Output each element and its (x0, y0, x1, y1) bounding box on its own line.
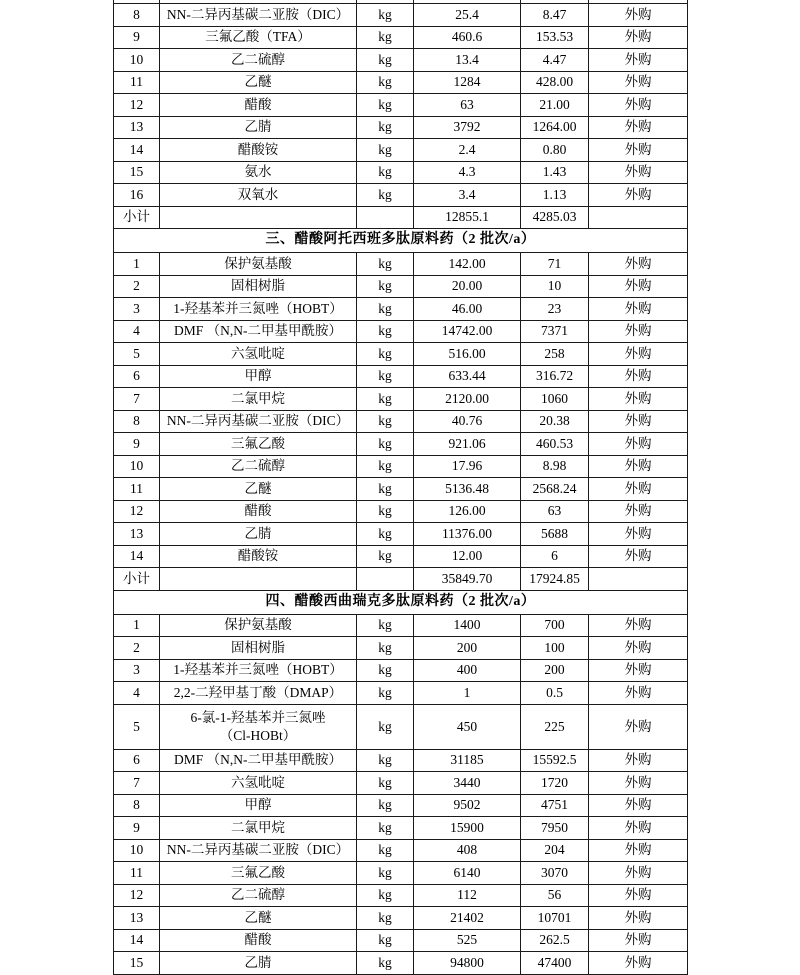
source-cell: 外购 (589, 637, 688, 660)
batch-amount-cell: 7950 (521, 817, 589, 840)
unit-cell: kg (357, 500, 414, 523)
material-name-cell: 乙醚 (160, 71, 357, 94)
material-name-cell: 醋酸铵 (160, 139, 357, 162)
table-row (114, 161, 688, 184)
table-row (114, 253, 688, 276)
source-cell: 外购 (589, 794, 688, 817)
material-name-cell: DMF （N,N-二甲基甲酰胺） (160, 749, 357, 772)
material-name-cell: 甲醇 (160, 794, 357, 817)
row-number-cell: 7 (114, 388, 160, 411)
row-number-cell: 10 (114, 839, 160, 862)
batch-amount-cell: 0.80 (521, 139, 589, 162)
row-number-cell: 8 (114, 794, 160, 817)
batch-amount-cell: 4751 (521, 794, 589, 817)
source-cell: 外购 (589, 139, 688, 162)
batch-amount-cell: 21.00 (521, 94, 589, 117)
batch-amount-cell: 262.5 (521, 929, 589, 952)
table-row (114, 862, 688, 885)
annual-amount-cell: 40.76 (414, 410, 521, 433)
material-name-cell: 氨水 (160, 161, 357, 184)
batch-amount-cell: 258 (521, 343, 589, 366)
row-number-cell: 11 (114, 862, 160, 885)
batch-amount-cell: 0.5 (521, 682, 589, 705)
unit-cell: kg (357, 884, 414, 907)
source-cell: 外购 (589, 749, 688, 772)
batch-amount-cell: 100 (521, 637, 589, 660)
table-row (114, 343, 688, 366)
table-row (114, 26, 688, 49)
annual-amount-cell: 921.06 (414, 433, 521, 456)
empty-cell (357, 206, 414, 229)
material-name-cell: 三氟乙酸 (160, 862, 357, 885)
unit-cell: kg (357, 817, 414, 840)
batch-amount-cell: 700 (521, 614, 589, 637)
row-number-cell: 4 (114, 682, 160, 705)
annual-amount-cell: 6140 (414, 862, 521, 885)
annual-amount-cell: 5136.48 (414, 478, 521, 501)
table-row (114, 907, 688, 930)
source-cell: 外购 (589, 433, 688, 456)
unit-cell: kg (357, 71, 414, 94)
unit-cell: kg (357, 455, 414, 478)
table-row (114, 682, 688, 705)
unit-cell: kg (357, 253, 414, 276)
annual-amount-cell: 2120.00 (414, 388, 521, 411)
table-row (114, 139, 688, 162)
annual-amount-cell: 516.00 (414, 343, 521, 366)
unit-cell: kg (357, 682, 414, 705)
annual-amount-cell: 633.44 (414, 365, 521, 388)
row-number-cell: 8 (114, 4, 160, 27)
annual-amount-cell: 31185 (414, 749, 521, 772)
batch-amount-cell: 200 (521, 659, 589, 682)
material-name-cell: 三氟乙酸（TFA） (160, 26, 357, 49)
unit-cell: kg (357, 116, 414, 139)
empty-cell (589, 568, 688, 591)
annual-amount-cell: 25.4 (414, 4, 521, 27)
annual-amount-cell: 4.3 (414, 161, 521, 184)
empty-cell (357, 568, 414, 591)
material-name-cell: 双氧水 (160, 184, 357, 207)
source-cell: 外购 (589, 4, 688, 27)
section-header-row (114, 590, 688, 614)
batch-amount-cell: 1720 (521, 772, 589, 795)
material-name-cell: 乙腈 (160, 952, 357, 975)
table-row (114, 298, 688, 321)
source-cell: 外购 (589, 704, 688, 749)
material-name-cell: 甲醇 (160, 365, 357, 388)
material-name-cell: 三氟乙酸 (160, 433, 357, 456)
annual-amount-cell: 408 (414, 839, 521, 862)
table-row (114, 614, 688, 637)
annual-amount-cell: 11376.00 (414, 523, 521, 546)
table-row (114, 275, 688, 298)
annual-amount-cell: 20.00 (414, 275, 521, 298)
table-row (114, 388, 688, 411)
row-number-cell: 12 (114, 884, 160, 907)
unit-cell: kg (357, 545, 414, 568)
material-name-cell: NN-二异丙基碳二亚胺（DIC） (160, 410, 357, 433)
source-cell: 外购 (589, 26, 688, 49)
annual-amount-cell: 17.96 (414, 455, 521, 478)
source-cell: 外购 (589, 253, 688, 276)
unit-cell: kg (357, 94, 414, 117)
row-number-cell: 10 (114, 455, 160, 478)
batch-amount-cell: 204 (521, 839, 589, 862)
row-number-cell: 13 (114, 907, 160, 930)
unit-cell: kg (357, 704, 414, 749)
table-row (114, 49, 688, 72)
row-number-cell: 12 (114, 500, 160, 523)
unit-cell: kg (357, 343, 414, 366)
source-cell: 外购 (589, 388, 688, 411)
annual-amount-cell: 3792 (414, 116, 521, 139)
table-row (114, 952, 688, 975)
section-header-row (114, 229, 688, 253)
unit-cell: kg (357, 410, 414, 433)
unit-cell: kg (357, 749, 414, 772)
row-number-cell: 4 (114, 320, 160, 343)
material-name-cell: 保护氨基酸 (160, 614, 357, 637)
unit-cell: kg (357, 4, 414, 27)
unit-cell: kg (357, 952, 414, 975)
table-row (114, 94, 688, 117)
table-row (114, 478, 688, 501)
row-number-cell: 11 (114, 478, 160, 501)
material-name-cell: 醋酸 (160, 929, 357, 952)
source-cell: 外购 (589, 682, 688, 705)
source-cell: 外购 (589, 839, 688, 862)
material-name-cell: 乙二硫醇 (160, 455, 357, 478)
unit-cell: kg (357, 388, 414, 411)
section-header: 四、醋酸西曲瑞克多肽原料药（2 批次/a） (114, 590, 688, 614)
batch-amount-cell: 5688 (521, 523, 589, 546)
material-name-cell: 醋酸 (160, 500, 357, 523)
source-cell: 外购 (589, 71, 688, 94)
annual-amount-cell: 21402 (414, 907, 521, 930)
table-row (114, 433, 688, 456)
row-number-cell: 14 (114, 545, 160, 568)
material-name-cell: 1-羟基苯并三氮唑（HOBT） (160, 659, 357, 682)
batch-amount-cell: 6 (521, 545, 589, 568)
table-row (114, 637, 688, 660)
table-row (114, 320, 688, 343)
batch-amount-cell: 8.98 (521, 455, 589, 478)
source-cell: 外购 (589, 365, 688, 388)
annual-amount-cell: 450 (414, 704, 521, 749)
unit-cell: kg (357, 862, 414, 885)
unit-cell: kg (357, 433, 414, 456)
batch-amount-cell: 3070 (521, 862, 589, 885)
source-cell: 外购 (589, 275, 688, 298)
annual-amount-cell: 460.6 (414, 26, 521, 49)
material-name-cell: 乙腈 (160, 523, 357, 546)
subtotal-batch-cell: 17924.85 (521, 568, 589, 591)
batch-amount-cell: 1.13 (521, 184, 589, 207)
table-body (114, 0, 688, 974)
row-number-cell: 5 (114, 343, 160, 366)
subtotal-label-cell: 小计 (114, 568, 160, 591)
source-cell: 外购 (589, 298, 688, 321)
source-cell: 外购 (589, 523, 688, 546)
material-name-cell: 六氢吡啶 (160, 343, 357, 366)
empty-cell (160, 568, 357, 591)
empty-cell (160, 206, 357, 229)
unit-cell: kg (357, 839, 414, 862)
table-row (114, 545, 688, 568)
annual-amount-cell: 126.00 (414, 500, 521, 523)
row-number-cell: 13 (114, 116, 160, 139)
source-cell: 外购 (589, 455, 688, 478)
material-name-cell: 六氢吡啶 (160, 772, 357, 795)
row-number-cell: 6 (114, 365, 160, 388)
unit-cell: kg (357, 523, 414, 546)
row-number-cell: 6 (114, 749, 160, 772)
table-row (114, 839, 688, 862)
table-row (114, 704, 688, 749)
row-number-cell: 1 (114, 614, 160, 637)
unit-cell: kg (357, 49, 414, 72)
annual-amount-cell: 14742.00 (414, 320, 521, 343)
row-number-cell: 1 (114, 253, 160, 276)
batch-amount-cell: 63 (521, 500, 589, 523)
batch-amount-cell: 20.38 (521, 410, 589, 433)
batch-amount-cell: 71 (521, 253, 589, 276)
material-name-cell: 固相树脂 (160, 275, 357, 298)
row-number-cell: 16 (114, 184, 160, 207)
row-number-cell: 13 (114, 523, 160, 546)
subtotal-row (114, 568, 688, 591)
unit-cell: kg (357, 26, 414, 49)
source-cell: 外购 (589, 862, 688, 885)
batch-amount-cell: 428.00 (521, 71, 589, 94)
table-row (114, 4, 688, 27)
annual-amount-cell: 142.00 (414, 253, 521, 276)
batch-amount-cell: 1060 (521, 388, 589, 411)
unit-cell: kg (357, 794, 414, 817)
source-cell: 外购 (589, 545, 688, 568)
unit-cell: kg (357, 772, 414, 795)
annual-amount-cell: 1284 (414, 71, 521, 94)
annual-amount-cell: 12.00 (414, 545, 521, 568)
row-number-cell: 14 (114, 929, 160, 952)
unit-cell: kg (357, 637, 414, 660)
material-name-cell: 乙醚 (160, 478, 357, 501)
material-name-cell: 保护氨基酸 (160, 253, 357, 276)
material-name-cell: 乙二硫醇 (160, 884, 357, 907)
unit-cell: kg (357, 929, 414, 952)
annual-amount-cell: 525 (414, 929, 521, 952)
table-row (114, 455, 688, 478)
batch-amount-cell: 47400 (521, 952, 589, 975)
source-cell: 外购 (589, 772, 688, 795)
source-cell: 外购 (589, 184, 688, 207)
annual-amount-cell: 9502 (414, 794, 521, 817)
row-number-cell: 15 (114, 952, 160, 975)
batch-amount-cell: 7371 (521, 320, 589, 343)
batch-amount-cell: 56 (521, 884, 589, 907)
material-name-cell: 乙腈 (160, 116, 357, 139)
batch-amount-cell: 10 (521, 275, 589, 298)
table-row (114, 817, 688, 840)
table-row (114, 659, 688, 682)
annual-amount-cell: 3440 (414, 772, 521, 795)
annual-amount-cell: 15900 (414, 817, 521, 840)
source-cell: 外购 (589, 500, 688, 523)
batch-amount-cell: 15592.5 (521, 749, 589, 772)
subtotal-label-cell: 小计 (114, 206, 160, 229)
row-number-cell: 14 (114, 139, 160, 162)
material-name-line1: 6-氯-1-羟基苯并三氮唑 (190, 709, 326, 725)
unit-cell: kg (357, 161, 414, 184)
unit-cell: kg (357, 320, 414, 343)
table-row (114, 116, 688, 139)
material-name-cell: DMF （N,N-二甲基甲酰胺） (160, 320, 357, 343)
unit-cell: kg (357, 907, 414, 930)
material-name-cell: 乙二硫醇 (160, 49, 357, 72)
unit-cell: kg (357, 365, 414, 388)
batch-amount-cell: 225 (521, 704, 589, 749)
material-name-cell: NN-二异丙基碳二亚胺（DIC） (160, 839, 357, 862)
row-number-cell: 3 (114, 659, 160, 682)
table-row (114, 365, 688, 388)
row-number-cell: 3 (114, 298, 160, 321)
unit-cell: kg (357, 614, 414, 637)
material-name-cell: 二氯甲烷 (160, 817, 357, 840)
annual-amount-cell: 46.00 (414, 298, 521, 321)
material-name-line2: （Cl-HOBt） (219, 727, 297, 743)
material-name-cell: 醋酸 (160, 94, 357, 117)
batch-amount-cell: 1264.00 (521, 116, 589, 139)
batch-amount-cell: 460.53 (521, 433, 589, 456)
batch-amount-cell: 10701 (521, 907, 589, 930)
row-number-cell: 10 (114, 49, 160, 72)
source-cell: 外购 (589, 884, 688, 907)
batch-amount-cell: 1.43 (521, 161, 589, 184)
unit-cell: kg (357, 139, 414, 162)
source-cell: 外购 (589, 94, 688, 117)
row-number-cell: 2 (114, 275, 160, 298)
annual-amount-cell: 1 (414, 682, 521, 705)
source-cell: 外购 (589, 614, 688, 637)
batch-amount-cell: 153.53 (521, 26, 589, 49)
batch-amount-cell: 23 (521, 298, 589, 321)
unit-cell: kg (357, 298, 414, 321)
table-row (114, 929, 688, 952)
subtotal-row (114, 206, 688, 229)
source-cell: 外购 (589, 116, 688, 139)
annual-amount-cell: 94800 (414, 952, 521, 975)
row-number-cell: 9 (114, 433, 160, 456)
batch-amount-cell: 2568.24 (521, 478, 589, 501)
annual-amount-cell: 112 (414, 884, 521, 907)
table-row (114, 71, 688, 94)
row-number-cell: 9 (114, 26, 160, 49)
source-cell: 外购 (589, 659, 688, 682)
source-cell: 外购 (589, 410, 688, 433)
source-cell: 外购 (589, 817, 688, 840)
table-row (114, 884, 688, 907)
subtotal-batch-cell: 4285.03 (521, 206, 589, 229)
row-number-cell: 8 (114, 410, 160, 433)
material-name-cell: 二氯甲烷 (160, 388, 357, 411)
source-cell: 外购 (589, 343, 688, 366)
row-number-cell: 7 (114, 772, 160, 795)
row-number-cell: 11 (114, 71, 160, 94)
material-name-cell: 1-羟基苯并三氮唑（HOBT） (160, 298, 357, 321)
annual-amount-cell: 1400 (414, 614, 521, 637)
row-number-cell: 12 (114, 94, 160, 117)
unit-cell: kg (357, 659, 414, 682)
batch-amount-cell: 316.72 (521, 365, 589, 388)
row-number-cell: 9 (114, 817, 160, 840)
material-name-cell: 2,2-二羟甲基丁酸（DMAP） (160, 682, 357, 705)
row-number-cell: 5 (114, 704, 160, 749)
source-cell: 外购 (589, 907, 688, 930)
table-row (114, 500, 688, 523)
table-row (114, 523, 688, 546)
annual-amount-cell: 400 (414, 659, 521, 682)
material-name-cell: 固相树脂 (160, 637, 357, 660)
annual-amount-cell: 2.4 (414, 139, 521, 162)
table-row (114, 794, 688, 817)
unit-cell: kg (357, 478, 414, 501)
table-row (114, 772, 688, 795)
source-cell: 外购 (589, 320, 688, 343)
table-row (114, 410, 688, 433)
section-header: 三、醋酸阿托西班多肽原料药（2 批次/a） (114, 229, 688, 253)
material-name-cell: 醋酸铵 (160, 545, 357, 568)
subtotal-annual-cell: 35849.70 (414, 568, 521, 591)
row-number-cell: 2 (114, 637, 160, 660)
batch-amount-cell: 8.47 (521, 4, 589, 27)
annual-amount-cell: 200 (414, 637, 521, 660)
row-number-cell: 15 (114, 161, 160, 184)
empty-cell (589, 206, 688, 229)
source-cell: 外购 (589, 929, 688, 952)
source-cell: 外购 (589, 952, 688, 975)
source-cell: 外购 (589, 49, 688, 72)
raw-materials-table (113, 0, 688, 975)
table-row (114, 749, 688, 772)
unit-cell: kg (357, 184, 414, 207)
source-cell: 外购 (589, 161, 688, 184)
annual-amount-cell: 3.4 (414, 184, 521, 207)
annual-amount-cell: 63 (414, 94, 521, 117)
table-row (114, 184, 688, 207)
source-cell: 外购 (589, 478, 688, 501)
subtotal-annual-cell: 12855.1 (414, 206, 521, 229)
batch-amount-cell: 4.47 (521, 49, 589, 72)
annual-amount-cell: 13.4 (414, 49, 521, 72)
unit-cell: kg (357, 275, 414, 298)
material-name-cell: 乙醚 (160, 907, 357, 930)
material-name-cell: NN-二异丙基碳二亚胺（DIC） (160, 4, 357, 27)
material-name-cell (160, 704, 357, 749)
